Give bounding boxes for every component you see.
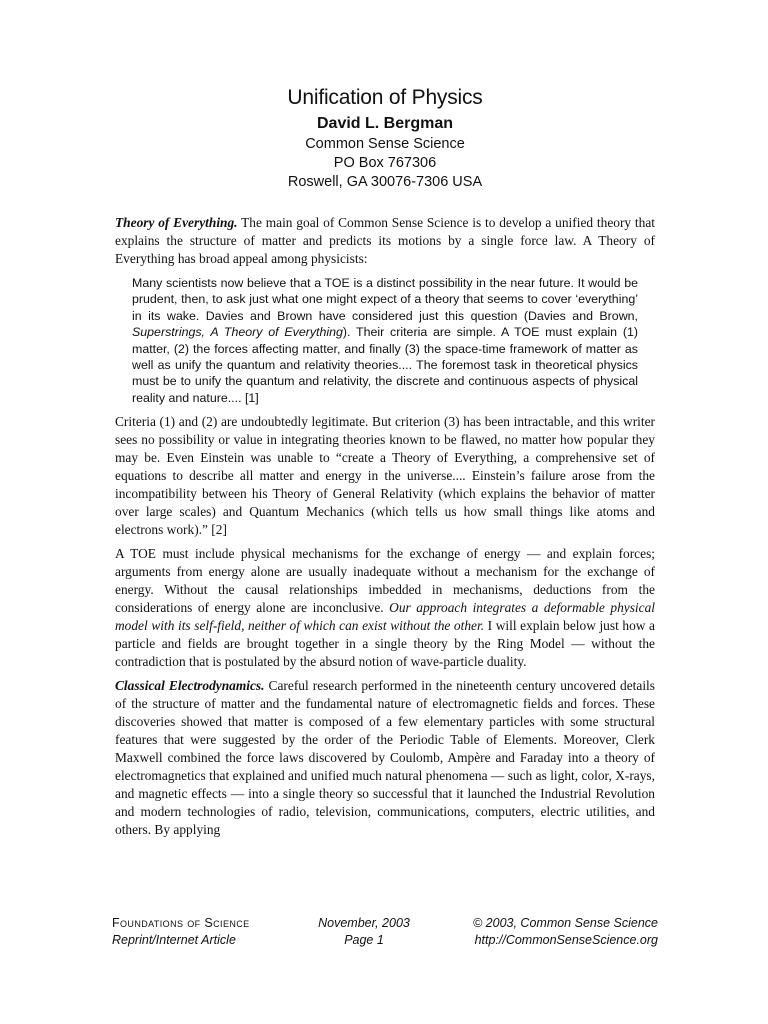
footer-date: November, 2003	[318, 916, 410, 930]
paragraph-toe-mechanisms	[115, 545, 655, 671]
author-name: David L. Bergman	[316, 115, 454, 132]
block-quote	[132, 275, 638, 406]
footer-left	[112, 915, 250, 948]
paragraph-text: Careful research performed in the nineteenth century uncovered details of the structure of matter and the fundamental nature of electromagnetic fields and forces. These discoveries showed that matter is composed of a few elementary particles with some structural features that were suggested by the order of the Periodic Table of Elements. Moreover, Clerk Maxwell combined the force laws discovered by Coulomb, Ampère and Faraday into a theory of electromagnetics that explained and unified much natural phenomena — such as light, color, X-rays, and magnetic effects — into a single theory so successful that it launched the Industrial Revolution and modern technologies of radio, television, communications, computers, electric utilities, and others. By applying	[115, 678, 655, 838]
paragraph-text: A TOE must include physical mechanisms for the exchange of energy — and explain forces; arguments from energy alone are usually inadequate without a mechanism for the exchange of energy. Without the causal relationships imbedded in mechanisms, deductions from the considerations of energy alone are inconclusive.	[115, 546, 655, 616]
paragraph-criteria: Criteria (1) and (2) are undoubtedly legitimate. But criterion (3) has been intractable, and this writer sees no possibility or value in integrating theories known to be flawed, no matter how popular they may be. Even Einstein was unable to “create a Theory of Everything, a comprehensive set of equations to describe all matter and energy in the universe.... Einstein’s failure arose from the incompatibility between his Theory of General Relativity (which explains the behavior of matter over large scales) and Quantum Mechanics (which tells us how small things like atoms and electrons work).” [2]	[115, 414, 655, 538]
affiliation-line: Roswell, GA 30076-7306 USA	[287, 174, 483, 190]
quote-text: Many scientists now believe that a TOE is a distinct possibility in the near future. It would be prudent, then, to ask just what one might expect of a theory that seems to cover ‘everything’ in its wake. Davies and Brown have considered just this question (Davies and Brown,	[132, 276, 638, 323]
paragraph-text: The main goal of Common Sense Science is to develop a unified theory that explains the structure of matter and predicts its motions by a single force law. A Theory of Everything has broad appeal among physicists:	[115, 215, 655, 266]
footer-copyright: © 2003, Common Sense Science	[472, 916, 658, 930]
footer-right	[473, 915, 658, 948]
paper-title: Unification of Physics	[287, 86, 483, 109]
paragraph-theory-of-everything	[115, 214, 655, 268]
footer-journal: Foundations of Science	[112, 916, 250, 930]
section-runin-heading: Theory of Everything.	[115, 215, 238, 230]
quote-book-title: Superstrings, A Theory of Everything	[132, 325, 343, 340]
emphasis-text: Our approach integrates a deformable physical model with its self-field, neither of which can exist without the other.	[115, 600, 655, 634]
paragraph-text: I will explain below just how a particle and fields are brought together in a single theory by the Ring Model — without the contradiction that is postulated by the absurd notion of wave-particle duality.	[115, 618, 656, 670]
footer-center	[309, 915, 419, 948]
paper-page	[115, 86, 655, 839]
affiliation-line: Common Sense Science	[305, 136, 465, 152]
footer-article-type: Reprint/Internet Article	[112, 932, 236, 947]
quote-text: ). Their criteria are simple. A TOE must explain (1) matter, (2) the forces affecting matter, and finally (3) the space-time framework of matter as well as unify the quantum and relativity theories.... The foremost task in theoretical physics must be to unify the quantum and relativity, the discrete and continuous aspects of physical reality and nature.... [1]	[132, 325, 638, 405]
footer-url: http://CommonSenseScience.org	[474, 932, 658, 947]
section-runin-heading: Classical Electrodynamics.	[115, 678, 265, 694]
affiliation-line: PO Box 767306	[333, 155, 437, 171]
paragraph-classical-electrodynamics	[115, 677, 655, 839]
author-affiliation	[115, 135, 655, 192]
footer-page-number: Page 1	[344, 932, 384, 947]
